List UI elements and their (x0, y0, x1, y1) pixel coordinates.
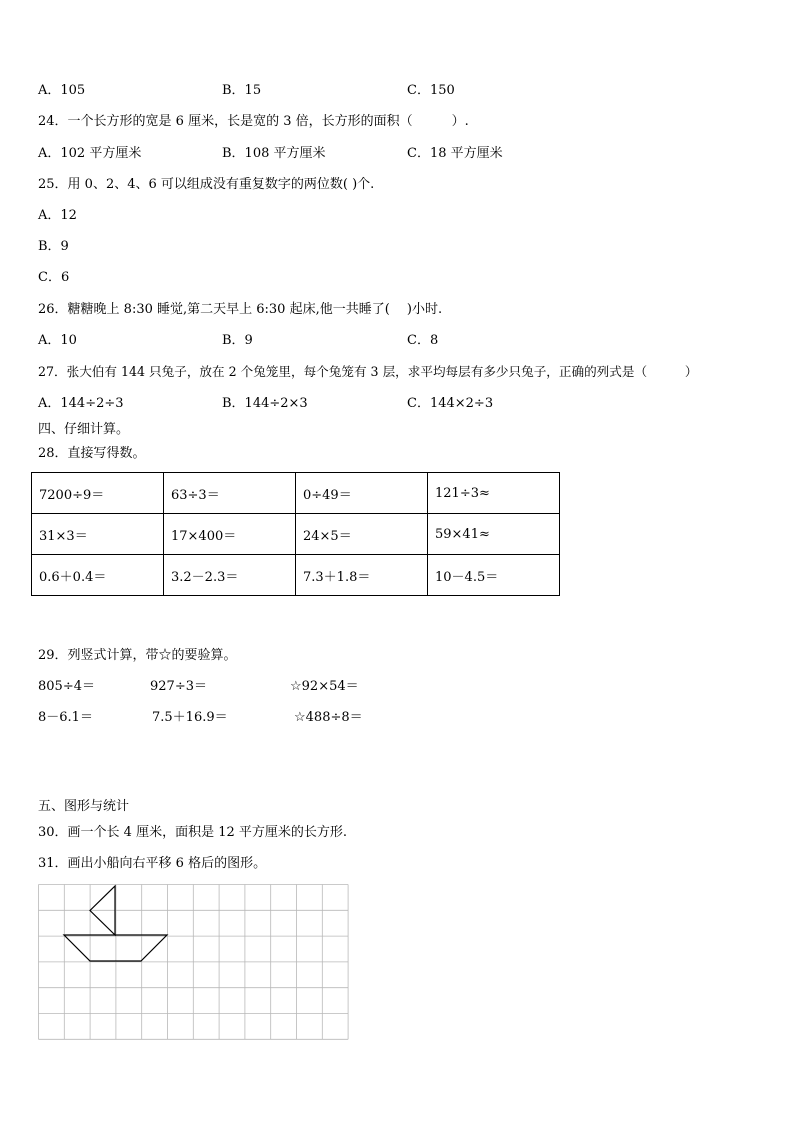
table-cell: 3.2－2.3＝ (164, 555, 296, 596)
q27-option-a: A．144÷2÷3 (38, 396, 124, 411)
q27-option-b: B．144÷2×3 (222, 396, 308, 411)
question-31: 31．画出小船向右平移 6 格后的图形。 (38, 856, 267, 871)
table-cell: 0÷49＝ (296, 473, 428, 514)
q26-option-b: B．9 (222, 333, 253, 348)
q25-option-b: B．9 (38, 239, 69, 254)
q23-option-a: A．105 (38, 83, 86, 98)
table-cell: 24×5＝ (296, 514, 428, 555)
vertical-calc-item: 805÷4＝ (38, 679, 95, 694)
table-row (32, 555, 560, 596)
mental-math-table (31, 472, 560, 596)
vertical-calc-item: ☆92×54＝ (290, 679, 359, 694)
question-25: 25．用 0、2、4、6 可以组成没有重复数字的两位数( )个. (38, 177, 375, 192)
question-29: 29．列竖式计算，带☆的要验算。 (38, 648, 237, 663)
grid-lines (39, 885, 349, 1040)
table-cell: 59×41≈ (428, 514, 560, 555)
table-row (32, 514, 560, 555)
table-row (32, 473, 560, 514)
boat-grid (38, 884, 349, 1044)
q24-option-c: C．18 平方厘米 (407, 146, 503, 161)
q25-option-c: C．6 (38, 270, 70, 285)
q27-option-c: C．144×2÷3 (407, 396, 494, 411)
table-cell: 7200÷9＝ (32, 473, 164, 514)
q25-option-a: A．12 (38, 208, 77, 223)
question-28: 28．直接写得数。 (38, 446, 146, 461)
vertical-calc-item: 8－6.1＝ (38, 710, 93, 725)
q24-option-a: A．102 平方厘米 (38, 146, 142, 161)
q24-option-b: B．108 平方厘米 (222, 146, 326, 161)
table-cell: 10－4.5＝ (428, 555, 560, 596)
question-27: 27．张大伯有 144 只兔子，放在 2 个兔笼里，每个兔笼有 3 层，求平均每层有多少只兔子，正确的列式是（ ） (38, 364, 698, 379)
table-cell: 0.6＋0.4＝ (32, 555, 164, 596)
vertical-calc-item: 7.5＋16.9＝ (152, 710, 228, 725)
question-26: 26．糖糖晚上 8:30 睡觉,第二天早上 6:30 起床,他一共睡了( )小时. (38, 302, 443, 317)
q23-option-b: B．15 (222, 83, 262, 98)
vertical-calc-item: 927÷3＝ (150, 679, 207, 694)
section-5-title: 五、图形与统计 (38, 799, 130, 814)
boat-grid-svg (38, 884, 349, 1040)
table-cell: 31×3＝ (32, 514, 164, 555)
table-cell: 121÷3≈ (428, 473, 560, 514)
table-cell: 17×400＝ (164, 514, 296, 555)
q26-option-a: A．10 (38, 333, 77, 348)
question-24: 24．一个长方形的宽是 6 厘米，长是宽的 3 倍，长方形的面积（ ）. (38, 114, 469, 129)
section-4-title: 四、仔细计算。 (38, 422, 130, 437)
q23-option-c: C．150 (407, 83, 455, 98)
table-cell: 63÷3＝ (164, 473, 296, 514)
table-cell: 7.3＋1.8＝ (296, 555, 428, 596)
vertical-calc-item: ☆488÷8＝ (294, 710, 363, 725)
question-30: 30．画一个长 4 厘米，面积是 12 平方厘米的长方形. (38, 825, 348, 840)
q26-option-c: C．8 (407, 333, 439, 348)
